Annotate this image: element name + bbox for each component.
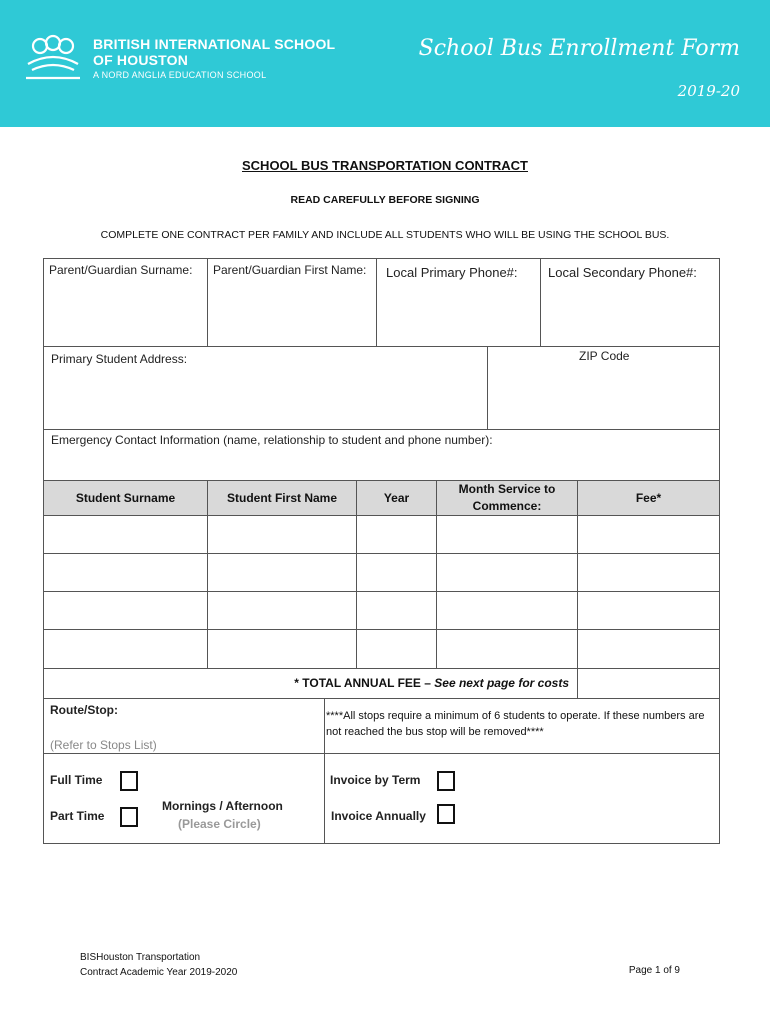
guardian-first-name-label: Parent/Guardian First Name: — [213, 263, 367, 277]
student-address-label: Primary Student Address: — [51, 352, 188, 366]
total-fee-label-cell — [43, 668, 578, 699]
part-time-label: Part Time — [50, 809, 105, 823]
student-fee-cell[interactable] — [577, 629, 720, 669]
total-fee-note: See next page for costs — [434, 676, 569, 690]
header-fee: Fee* — [577, 480, 720, 516]
service-type-cell — [43, 753, 325, 844]
student-surname-cell[interactable] — [43, 629, 208, 669]
total-fee-text — [294, 676, 569, 690]
student-address-field[interactable] — [43, 346, 488, 430]
invoice-annual-checkbox[interactable] — [437, 804, 455, 824]
student-surname-cell[interactable] — [43, 553, 208, 592]
route-notice: ****All stops require a minimum of 6 students to operate. If these numbers are not reached the bus stop will be removed**** — [326, 710, 705, 738]
footer-info — [80, 950, 237, 980]
secondary-phone-label: Local Secondary Phone#: — [548, 265, 697, 280]
zip-code-label: ZIP Code — [579, 349, 630, 363]
primary-phone-field[interactable] — [376, 258, 541, 347]
school-name-line1: BRITISH INTERNATIONAL SCHOOL — [93, 36, 336, 52]
route-stop-label: Route/Stop: — [50, 703, 118, 717]
student-month-cell[interactable] — [436, 629, 578, 669]
student-year-cell[interactable] — [356, 629, 437, 669]
student-first-name-cell[interactable] — [207, 591, 357, 630]
school-name — [93, 36, 335, 68]
footer-line2: Contract Academic Year 2019-2020 — [80, 967, 238, 978]
student-year-cell[interactable] — [356, 591, 437, 630]
student-month-cell[interactable] — [436, 591, 578, 630]
header-year: Year — [356, 480, 437, 516]
total-fee-label: * TOTAL ANNUAL FEE – — [294, 676, 435, 690]
invoice-term-label: Invoice by Term — [330, 773, 421, 787]
primary-phone-label: Local Primary Phone#: — [386, 265, 518, 280]
footer-line1: BISHouston Transportation — [80, 952, 201, 963]
route-stop-hint: (Refer to Stops List) — [50, 738, 157, 752]
student-year-cell[interactable] — [356, 515, 437, 554]
total-fee-field[interactable] — [577, 668, 720, 699]
contract-instruction: COMPLETE ONE CONTRACT PER FAMILY AND INCLUDE ALL STUDENTS WHO WILL BE USING THE SCHOOL BUS. — [100, 229, 670, 241]
guardian-surname-label: Parent/Guardian Surname: — [49, 263, 193, 277]
zip-code-field[interactable] — [487, 346, 720, 430]
header-student-surname: Student Surname — [43, 480, 208, 516]
student-fee-cell[interactable] — [577, 515, 720, 554]
student-year-cell[interactable] — [356, 553, 437, 592]
full-time-label: Full Time — [50, 773, 103, 787]
header-banner — [0, 0, 770, 127]
school-name-line2: OF HOUSTON — [93, 52, 189, 68]
student-surname-cell[interactable] — [43, 591, 208, 630]
form-year: 2019-20 — [677, 82, 740, 100]
header-month-service: Month Service to Commence: — [436, 480, 578, 516]
student-first-name-cell[interactable] — [207, 515, 357, 554]
invoice-term-checkbox[interactable] — [437, 771, 455, 791]
mornings-afternoon-option[interactable]: Mornings / Afternoon — [162, 799, 283, 813]
student-surname-cell[interactable] — [43, 515, 208, 554]
route-stop-field[interactable] — [43, 698, 325, 754]
student-first-name-cell[interactable] — [207, 629, 357, 669]
school-crest-icon — [22, 34, 84, 82]
read-carefully-notice: READ CAREFULLY BEFORE SIGNING — [290, 194, 480, 206]
student-first-name-cell[interactable] — [207, 553, 357, 592]
header-student-first-name: Student First Name — [207, 480, 357, 516]
secondary-phone-field[interactable] — [540, 258, 720, 347]
guardian-first-name-field[interactable] — [207, 258, 377, 347]
emergency-contact-label: Emergency Contact Information (name, relationship to student and phone number): — [51, 433, 493, 447]
please-circle-hint: (Please Circle) — [178, 817, 261, 831]
route-notice-cell — [324, 698, 720, 754]
student-fee-cell[interactable] — [577, 591, 720, 630]
school-subtitle: A NORD ANGLIA EDUCATION SCHOOL — [93, 70, 267, 80]
contract-title: SCHOOL BUS TRANSPORTATION CONTRACT — [242, 158, 528, 173]
page-number: Page 1 of 9 — [628, 965, 680, 976]
invoice-option-cell — [324, 753, 720, 844]
guardian-surname-field[interactable] — [43, 258, 208, 347]
invoice-annual-label: Invoice Annually — [331, 809, 426, 823]
student-fee-cell[interactable] — [577, 553, 720, 592]
part-time-checkbox[interactable] — [120, 807, 138, 827]
form-title: School Bus Enrollment Form — [418, 36, 740, 61]
emergency-contact-field[interactable] — [43, 429, 720, 481]
student-month-cell[interactable] — [436, 515, 578, 554]
full-time-checkbox[interactable] — [120, 771, 138, 791]
student-month-cell[interactable] — [436, 553, 578, 592]
